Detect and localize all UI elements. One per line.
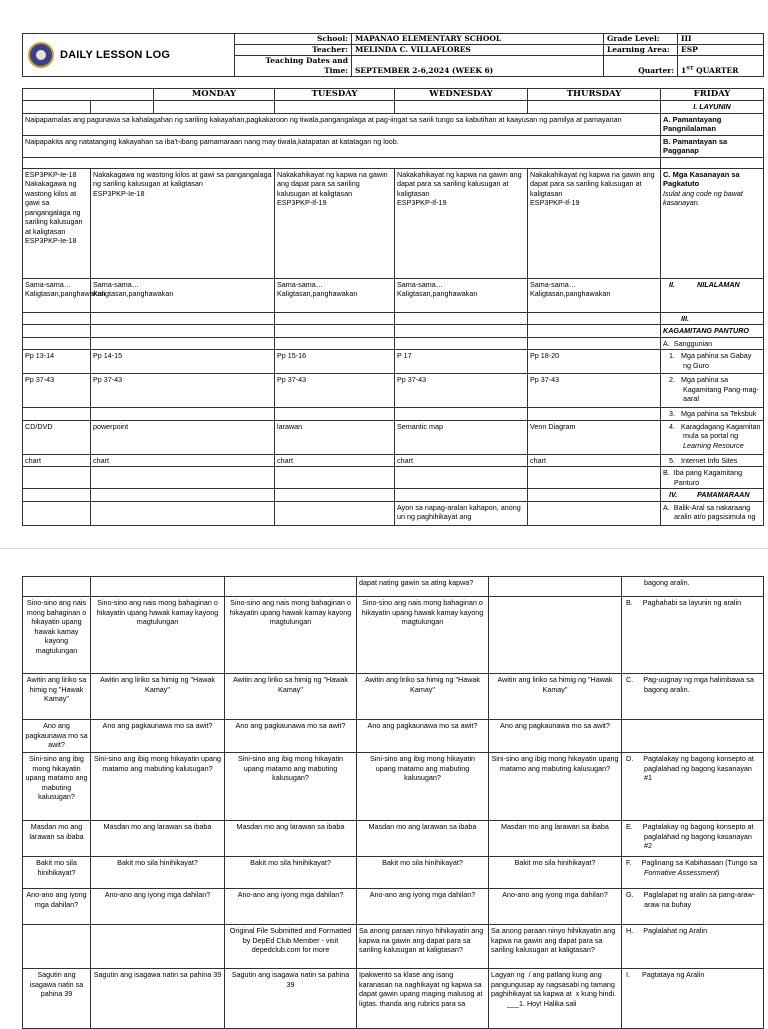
r1-mon: Sino-sino ang nais mong bahaginan o hikayatin upang hawak kamay kayong magtulungan	[23, 597, 91, 674]
r5-mon: Masdan mo ang larawan sa ibaba	[23, 821, 91, 857]
day-header-tuesday: TUESDAY	[275, 89, 395, 101]
r5-thu: Masdan mo ang larawan sa ibaba	[357, 821, 489, 857]
ref-kagamitan-thu: Pp 37-43	[395, 374, 528, 408]
section-b-text: Pamantayan sa Pagganap	[663, 136, 728, 155]
section-b-label	[661, 135, 764, 157]
day-header-thursday: THURSDAY	[528, 89, 661, 101]
r8-label	[622, 925, 764, 969]
ref-internet-tue: chart	[91, 454, 275, 467]
r9-letter: I.	[626, 970, 630, 979]
r1-thu: Sino-sino ang nais mong bahaginan o hikayatin upang hawak kamay kayong magtulungan	[357, 597, 489, 674]
competency-fri-cell: Nakakahikayat ng kapwa na gawin ang dapat para sa sariling kalusugan at kaligtasan ESP3PKP-If-19	[528, 168, 661, 278]
quarter-label: Quarter:	[604, 56, 678, 77]
section-a-letter: A.	[663, 114, 671, 124]
r5-tue: Masdan mo ang larawan sa ibaba	[91, 821, 225, 857]
r9-fri: Lagyan ng / ang patlang kung ang pangungusap ay nagsasabi ng tamang paghihikayat sa kapwa at x kung hindi. ___1. Hoy! Halika sali	[489, 969, 622, 1029]
r2-text: Pag-uugnay ng mga halimbawa sa bagong aralin.	[643, 675, 754, 694]
section-nilalaman-text: NILALAMAN	[697, 279, 740, 289]
section-pamamaraan-text: PAMAMARAAN	[697, 490, 750, 499]
balik-label-cont: bagong aralin.	[622, 577, 764, 597]
ref-teksbuk-label	[661, 408, 764, 421]
r7-letter: G.	[626, 890, 634, 899]
r8-fri: Sa anong paraan ninyo hihikayatin ang kapwa na gawin ang dapat para sa sariling kalusugan at kaligtasan?	[489, 925, 622, 969]
section-c-letter: C.	[663, 169, 671, 179]
section-c-note: Isulat ang code ng bawat kasanayan.	[663, 188, 743, 207]
quarter-value	[678, 56, 764, 77]
school-value: MAPANAO ELEMENTARY SCHOOL	[352, 34, 604, 45]
sanggunian-letter: A.	[663, 338, 670, 348]
r2-label	[622, 674, 764, 720]
ref-internet-thu: chart	[395, 454, 528, 467]
balik-text: Balik-Aral sa nakaraang aralin at/o pagsisimula ng	[673, 502, 756, 521]
ref-karagdagan-wed: larawan	[275, 420, 395, 454]
balik-letter: A.	[663, 502, 670, 512]
ref-kagamitan-text: Mga pahina sa Kagamitang Pang-mag-aaral	[681, 375, 759, 403]
ref-gabay-mon: Pp 13-14	[23, 350, 91, 374]
day-header-friday: FRIDAY	[661, 89, 764, 101]
r4-thu: Sini-sino ang ibig mong hikayatin upang matamo ang mabuting kalusugan?	[357, 753, 489, 821]
r5-fri: Masdan mo ang larawan sa ibaba	[489, 821, 622, 857]
ref-karagdagan-italic: Learning Resource	[683, 440, 744, 450]
r5-label	[622, 821, 764, 857]
r1-label	[622, 597, 764, 674]
r1-wed: Sino-sino ang nais mong bahaginan o hikayatin upang hawak kamay kayong magtulungan	[225, 597, 357, 674]
r4-wed: Sini-sino ang ibig mong hikayatin upang matamo ang mabuting kalusugan?	[225, 753, 357, 821]
lesson-table-page-2	[22, 576, 764, 1029]
dates-value: SEPTEMBER 2-6,2024 (WEEK 6)	[352, 56, 604, 77]
ref-karagdagan-label	[661, 420, 764, 454]
section-pamamaraan-number: IV.	[669, 490, 678, 499]
ref-gabay-text: Mga pahina sa Gabay ng Guro	[681, 351, 752, 370]
balik-label	[661, 501, 764, 525]
section-nilalaman-number: II.	[669, 279, 675, 289]
header-logo-cell	[23, 34, 235, 77]
r3-tue: Ano ang pagkaunawa mo sa awit?	[91, 720, 225, 753]
nilalaman-thu: Sama-sama… Kaligtasan,panghawakan	[395, 278, 528, 312]
ref-karagdagan-tue: powerpoint	[91, 420, 275, 454]
balik-thu: Ayon sa napag-aralan kahapon, anong uri ng paghihikayat ang	[395, 501, 528, 525]
iba-letter: B.	[663, 468, 670, 477]
r9-tue: Sagutin ang isagawa natin sa pahina 39	[91, 969, 225, 1029]
r3-mon: Ano ang pagkaunawa mo sa awit?	[23, 720, 91, 753]
ref-gabay-thu: P 17	[395, 350, 528, 374]
r6-italic: Formative Assessment	[644, 867, 717, 877]
r4-label	[622, 753, 764, 821]
ref-gabay-wed: Pp 15-16	[275, 350, 395, 374]
ref-kagamitan-tue: Pp 37-43	[91, 374, 275, 408]
ref-internet-fri: chart	[528, 454, 661, 467]
r6-label	[622, 857, 764, 889]
area-label: Learning Area:	[604, 45, 678, 56]
r7-mon: Ano-ano ang iyong mga dahilan?	[23, 889, 91, 925]
section-a-label	[661, 113, 764, 135]
r6-thu: Bakit mo sila hinihikayat?	[357, 857, 489, 889]
nilalaman-tue: Sama-sama… Kaligtasan,panghawakan	[91, 278, 275, 312]
r9-thu: Ipakwento sa klase ang isang karanasan na naghikayat ng kapwa sa dapat gawin upang maging malusog at ligtas. thanda ang rubrics para sa	[357, 969, 489, 1029]
r9-text: Pagtataya ng Aralin	[641, 970, 705, 979]
section-layunin: I. LAYUNIN	[661, 101, 764, 114]
r7-text: Paglalapat ng aralin sa pang-araw-araw na buhay	[643, 890, 756, 909]
ref-kagamitan-fri: Pp 37-43	[528, 374, 661, 408]
r4-text: Pagtalakay ng bagong konsepto at paglalahad ng bagong kasanayan #1	[643, 754, 754, 782]
balik-thu-cont: dapat nating gawin sa ating kapwa?	[357, 577, 489, 597]
grade-label: Grade Level:	[604, 34, 678, 45]
nilalaman-wed: Sama-sama… Kaligtasan,panghawakan	[275, 278, 395, 312]
r6-text: Paglinang sa Kabihasaan (Tungo sa	[641, 858, 758, 867]
r2-fri: Awitin ang liriko sa himig ng "Hawak Kamay"	[489, 674, 622, 720]
competency-wed-cell: Nakakahikayat ng kapwa na gawin ang dapat para sa sariling kalusugan at kaligtasan ESP3PKP-If-19	[275, 168, 395, 278]
r4-fri: Sini-sino ang ibig mong hikayatin upang matamo ang mabuting kalusugan?	[489, 753, 622, 821]
section-c-text: Mga Kasanayan sa Pagkatuto	[663, 169, 740, 188]
day-header-wednesday: WEDNESDAY	[395, 89, 528, 101]
r8-wed: Original File Submitted and Formatted by DepEd Club Member - visit depedclub.com for more	[225, 925, 357, 969]
page-title: DAILY LESSON LOG	[60, 49, 171, 61]
r8-letter: H.	[626, 926, 634, 935]
section-nilalaman	[661, 278, 764, 312]
competency-thu-cell: Nakakahikayat ng kapwa na gawin ang dapat para sa sariling kalusugan at kaligtasan ESP3PKP-If-19	[395, 168, 528, 278]
competency-mon-cell: ESP3PKP-Ie-18 Nakakagawa ng wastong kilos at gawi sa pangangalaga ng sariling kalusugan at kaligtasan ESP3PKP-Ie-18	[23, 168, 91, 278]
day-header-monday: MONDAY	[154, 89, 275, 101]
section-pamamaraan	[661, 489, 764, 502]
r7-fri: Ano-ano ang iyong mga dahilan?	[489, 889, 622, 925]
ref-kagamitan-wed: Pp 37-43	[275, 374, 395, 408]
day-header-blank	[23, 89, 154, 101]
r2-thu: Awitin ang liriko sa himig ng "Hawak Kamay"	[357, 674, 489, 720]
r8-thu: Sa anong paraan ninyo hihikayatin ang kapwa na gawin ang dapat para sa sariling kalusugan at kaligtasan?	[357, 925, 489, 969]
lesson-log-page-2	[0, 548, 768, 1025]
competency-tue-cell: Nakakagawa ng wastong kilos at gawi sa pangangalaga ng sariling kalusugan at kaligtasan ESP3PKP-Ie-18	[91, 168, 275, 278]
section-kagamitan-number: III.	[661, 312, 764, 325]
ref-kagamitan-label	[661, 374, 764, 408]
r4-letter: D.	[626, 754, 634, 763]
ref-internet-number: 5.	[669, 455, 675, 465]
lesson-table-page-1	[22, 88, 764, 526]
sanggunian-label	[661, 337, 764, 350]
r7-wed: Ano-ano ang iyong mga dahilan?	[225, 889, 357, 925]
ref-karagdagan-fri: Venn Diagram	[528, 420, 661, 454]
r2-tue: Awitin ang liriko sa himig ng "Hawak Kamay"	[91, 674, 225, 720]
ref-kagamitan-mon: Pp 37-43	[23, 374, 91, 408]
r9-mon: Sagutin ang isagawa natin sa pahina 39	[23, 969, 91, 1029]
ref-gabay-number: 1.	[669, 351, 675, 360]
ref-teksbuk-text: Mga pahina sa Teksbuk	[681, 409, 757, 418]
section-a-text: Pamantayang Pangnilalaman	[663, 114, 722, 133]
r6-letter: F.	[626, 858, 632, 867]
r6-tue: Bakit mo sila hinihikayat?	[91, 857, 225, 889]
r5-text: Pagtalakay ng bagong konsepto at paglalahad ng bagong kasanayan #2	[642, 822, 754, 850]
r7-label	[622, 889, 764, 925]
header-table	[22, 33, 764, 77]
r6-wed: Bakit mo sila hinihikayat?	[225, 857, 357, 889]
grade-value: III	[678, 34, 764, 45]
r2-letter: C.	[626, 675, 634, 684]
performance-standard: Naipapakita ang natatanging kakayahan sa iba't-ibang pamamaraan nang may tiwala,katapatan at katatagan ng loob.	[23, 135, 661, 157]
section-c-label	[661, 168, 764, 278]
ref-gabay-label	[661, 350, 764, 374]
r4-tue: Sini-sino ang ibig mong hikayatin upang matamo ang mabuting kalusugan?	[91, 753, 225, 821]
quarter-number: 1	[681, 66, 687, 75]
r6-text-end: )	[716, 867, 720, 877]
section-kagamitan: KAGAMITANG PANTURO	[661, 325, 764, 338]
iba-text: Iba pang Kagamitang Panturo	[673, 468, 743, 487]
teacher-label: Teacher:	[235, 45, 352, 56]
teacher-value: MELINDA C. VILLAFLORES	[352, 45, 604, 56]
r6-fri: Bakit mo sila hinihikayat?	[489, 857, 622, 889]
ref-internet-wed: chart	[275, 454, 395, 467]
r1-text: Paghahabi sa layunin ng aralin	[642, 598, 742, 607]
ref-internet-text: Internet Info Sites	[681, 455, 738, 465]
r7-thu: Ano-ano ang iyong mga dahilan?	[357, 889, 489, 925]
nilalaman-fri: Sama-sama… Kaligtasan,panghawakan	[528, 278, 661, 312]
school-label: School:	[235, 34, 352, 45]
r5-wed: Masdan mo ang larawan sa ibaba	[225, 821, 357, 857]
r8-text: Paglalahat ng Aralin	[643, 926, 708, 935]
deped-seal-icon	[28, 42, 54, 68]
r9-wed: Sagutin ang isagawa natin sa pahina 39	[225, 969, 357, 1029]
sanggunian-text: Sanggunian	[673, 338, 713, 348]
ref-karagdagan-thu: Semantic map	[395, 420, 528, 454]
nilalaman-mon: Sama-sama… Kaligtasan,panghawakan	[23, 278, 91, 312]
ref-teksbuk-number: 3.	[669, 409, 675, 418]
ref-karagdagan-text: Karagdagang Kagamitan mula sa portal ng	[681, 421, 761, 440]
quarter-word: QUARTER	[693, 66, 739, 75]
r6-mon: Bakit mo sila hinihikayat?	[23, 857, 91, 889]
r2-mon: Awitin ang liriko sa himig ng "Hawak Kamay"	[23, 674, 91, 720]
section-b-letter: B.	[663, 136, 671, 146]
dates-label-line-2: Time:	[324, 66, 348, 75]
r1-letter: B.	[626, 598, 633, 607]
dates-label-line-1: Teaching Dates and	[265, 56, 348, 65]
ref-internet-label	[661, 454, 764, 467]
r3-wed: Ano ang pagkaunawa mo sa awit?	[225, 720, 357, 753]
r5-letter: E.	[626, 822, 633, 831]
r3-thu: Ano ang pagkaunawa mo sa awit?	[357, 720, 489, 753]
r9-label	[622, 969, 764, 1029]
ref-internet-mon: chart	[23, 454, 91, 467]
area-value: ESP	[678, 45, 764, 56]
r2-wed: Awitin ang liriko sa himig ng "Hawak Kamay"	[225, 674, 357, 720]
r7-tue: Ano-ano ang iyong mga dahilan?	[91, 889, 225, 925]
r4-mon: Sini-sino ang ibig mong hikayatin upang matamo ang mabuting kalusugan?	[23, 753, 91, 821]
ref-karagdagan-number: 4.	[669, 421, 675, 431]
quarter-superscript: ST	[686, 65, 694, 72]
dates-label	[235, 56, 352, 77]
ref-kagamitan-number: 2.	[669, 375, 675, 384]
content-standard: Naipapamalas ang pagunawa sa kahalagahan ng sariling kakayahan,pagkakaroon ng tiwala,pangangalaga at pag-iingat sa sarili tungo sa kabutihan at kaayusan ng pamilya at pamayanan	[23, 113, 661, 135]
iba-label	[661, 467, 764, 489]
ref-gabay-fri: Pp 18-20	[528, 350, 661, 374]
r1-fri	[489, 597, 622, 674]
r1-tue: Sino-sino ang nais mong bahaginan o hikayatin upang hawak kamay kayong magtulungan	[91, 597, 225, 674]
ref-karagdagan-mon: CD/DVD	[23, 420, 91, 454]
r3-fri: Ano ang pagkaunawa mo sa awit?	[489, 720, 622, 753]
ref-gabay-tue: Pp 14-15	[91, 350, 275, 374]
